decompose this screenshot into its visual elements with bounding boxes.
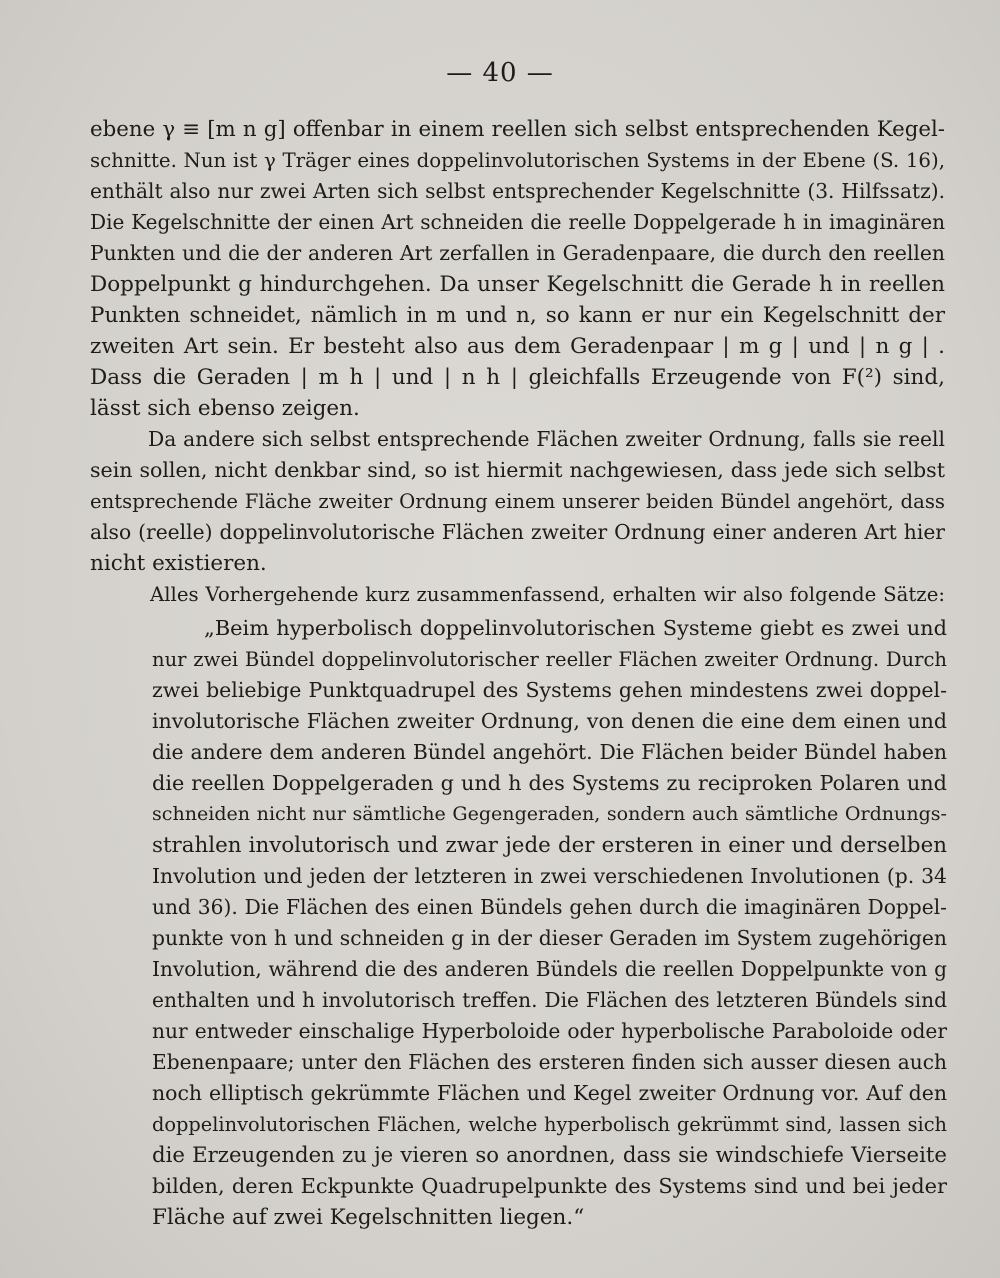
text-line: schneiden nicht nur sämtliche Gegengeraden, sondern auch sämtliche Ordnungs- xyxy=(152,803,947,825)
text-line: Involution, während die des anderen Bündels die reellen Doppelpunkte von g xyxy=(152,957,947,981)
text-line: die Erzeugenden zu je vieren so anordnen, dass sie windschiefe Vierseite xyxy=(152,1143,947,1168)
text-line: sein sollen, nicht denkbar sind, so ist hiermit nachgewiesen, dass jede sich selbst xyxy=(90,458,945,482)
text-line: ebene γ ≡ [m n g] offenbar in einem reellen sich selbst entsprechenden Kegel- xyxy=(90,117,945,142)
text-line: nur zwei Bündel doppelinvolutorischer reeller Flächen zweiter Ordnung. Durch xyxy=(152,648,947,671)
text-line: entsprechende Fläche zweiter Ordnung einem unserer beiden Bündel angehört, dass xyxy=(90,490,945,513)
text-line: noch elliptisch gekrümmte Flächen und Kegel zweiter Ordnung vor. Auf den xyxy=(152,1081,947,1105)
text-line: Punkten schneidet, nämlich in m und n, so kann er nur ein Kegelschnitt der xyxy=(90,303,945,328)
text-line: und 36). Die Flächen des einen Bündels gehen durch die imaginären Doppel- xyxy=(152,895,947,919)
text-line: punkte von h und schneiden g in der dieser Geraden im System zugehörigen xyxy=(152,926,947,950)
text-line: zweiten Art sein. Er besteht also aus dem Geradenpaar | m g | und | n g | . xyxy=(90,334,945,359)
text-line: „Beim hyperbolisch doppelinvolutorischen Systeme giebt es zwei und xyxy=(204,616,947,640)
text-line: Dass die Geraden | m h | und | n h | gleichfalls Erzeugende von F(²) sind, xyxy=(90,365,945,390)
text-line: nicht existieren. xyxy=(90,551,267,576)
text-line: doppelinvolutorischen Flächen, welche hyperbolisch gekrümmt sind, lassen sich xyxy=(152,1113,947,1136)
text-line: strahlen involutorisch und zwar jede der ersteren in einer und derselben xyxy=(152,833,947,858)
text-line: die reellen Doppelgeraden g und h des Systems zu reciproken Polaren und xyxy=(152,771,947,795)
text-line: die andere dem anderen Bündel angehört. Die Flächen beider Bündel haben xyxy=(152,740,947,764)
text-line: lässt sich ebenso zeigen. xyxy=(90,396,360,421)
text-line: enthält also nur zwei Arten sich selbst entsprechender Kegelschnitte (3. Hilfssatz). xyxy=(90,179,945,203)
text-line: involutorische Flächen zweiter Ordnung, von denen die eine dem einen und xyxy=(152,709,947,733)
text-line: Die Kegelschnitte der einen Art schneiden die reelle Doppelgerade h in imaginären xyxy=(90,210,945,234)
text-line: schnitte. Nun ist γ Träger eines doppelinvolutorischen Systems in der Ebene (S. 16), xyxy=(90,149,945,172)
text-line: bilden, deren Eckpunkte Quadrupelpunkte des Systems sind und bei jeder xyxy=(152,1174,947,1198)
text-line: Da andere sich selbst entsprechende Flächen zweiter Ordnung, falls sie reell xyxy=(148,427,945,451)
text-line: Punkten und die der anderen Art zerfallen in Geradenpaare, die durch den reellen xyxy=(90,241,945,265)
text-line: zwei beliebige Punktquadrupel des Systems gehen mindestens zwei doppel- xyxy=(152,678,947,702)
page-number: — 40 — xyxy=(446,58,554,88)
text-line: Involution und jeden der letzteren in zwei verschiedenen Involutionen (p. 34 xyxy=(152,864,947,888)
text-line: nur entweder einschalige Hyperboloide oder hyperbolische Paraboloide oder xyxy=(152,1019,947,1043)
text-line: Doppelpunkt g hindurchgehen. Da unser Kegelschnitt die Gerade h in reellen xyxy=(90,272,945,297)
text-line: Fläche auf zwei Kegelschnitten liegen.“ xyxy=(152,1205,585,1230)
text-line: Alles Vorhergehende kurz zusammenfassend, erhalten wir also folgende Sätze: xyxy=(150,583,945,606)
text-line: enthalten und h involutorisch treffen. Die Flächen des letzteren Bündels sind xyxy=(152,988,947,1012)
text-line: Ebenenpaare; unter den Flächen des ersteren finden sich ausser diesen auch xyxy=(152,1050,947,1074)
text-line: also (reelle) doppelinvolutorische Flächen zweiter Ordnung einer anderen Art hier xyxy=(90,520,945,544)
